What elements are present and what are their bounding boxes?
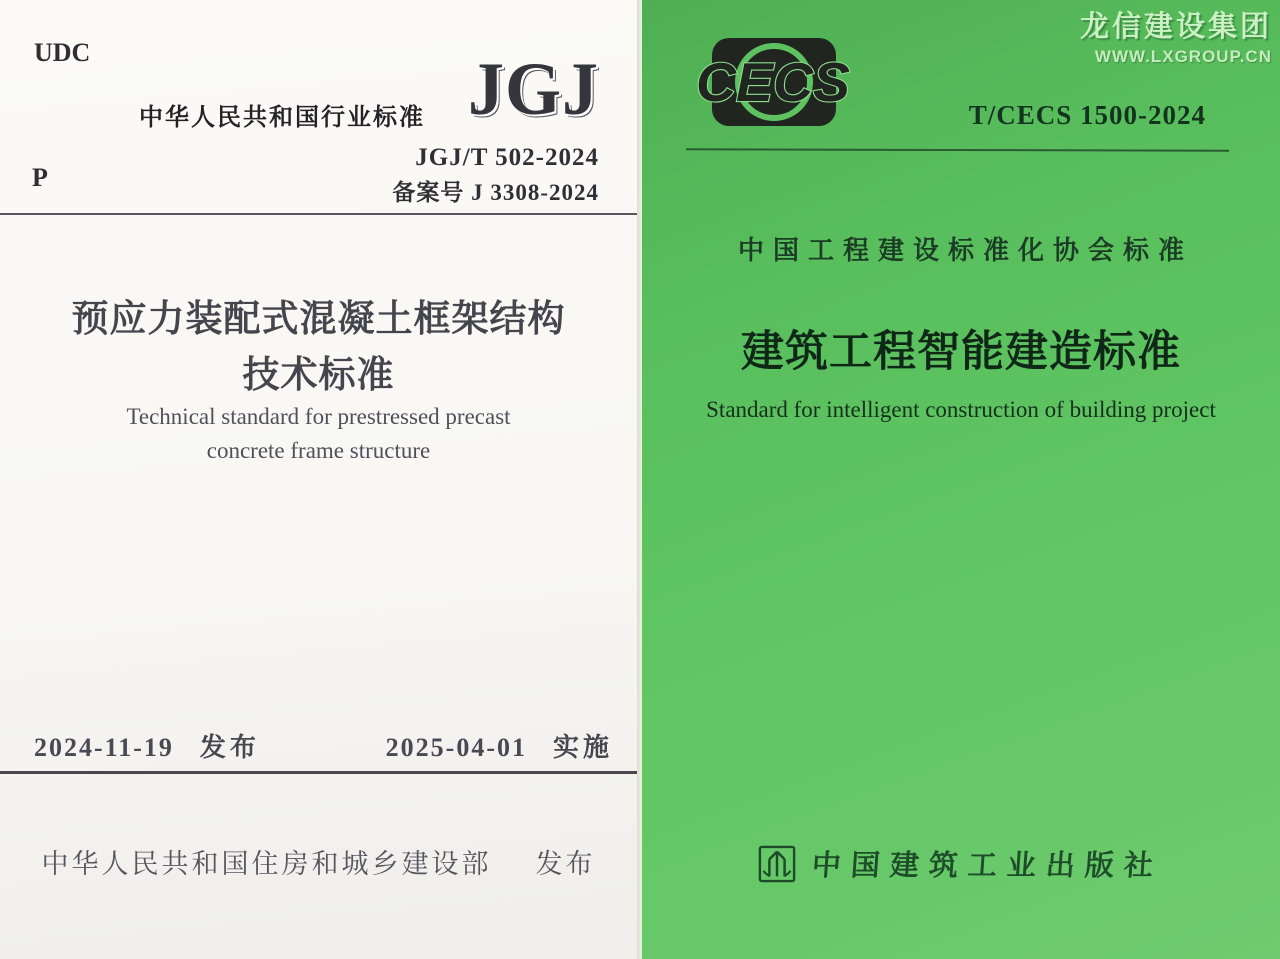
left-record-number: 备案号 J 3308-2024: [392, 180, 599, 205]
implement-date: 2025-04-01: [385, 733, 527, 762]
right-standard-type: 中国工程建设标准化协会标准: [737, 235, 1193, 265]
press-logo-icon: [758, 845, 796, 883]
left-publish-label: 发布: [535, 849, 596, 879]
left-publisher: 中华人民共和国住房和城乡建设部: [41, 849, 492, 879]
left-publisher-row: [0, 842, 637, 881]
left-title-en-line2: concrete frame structure: [206, 438, 431, 463]
left-standard-type: 中华人民共和国行业标准: [139, 104, 425, 131]
right-cover-page: [642, 0, 1280, 959]
watermark-url: WWW.LXGROUP.CN: [1094, 47, 1272, 66]
left-title-en-line1: Technical standard for prestressed precast: [126, 404, 511, 429]
issue-date: 2024-11-19: [34, 733, 174, 762]
right-title-zh: 建筑工程智能建造标准: [741, 328, 1181, 376]
left-title-zh-line1: 预应力装配式混凝土框架结构: [71, 299, 566, 340]
watermark-company: 龙信建设集团: [1079, 11, 1272, 43]
implement-label: 实施: [552, 733, 613, 762]
site-watermark: [1080, 4, 1272, 67]
left-title-en: [0, 400, 637, 468]
cecs-logo-icon: [692, 32, 854, 136]
press-row: [642, 843, 1280, 884]
jgj-logo: JGJ: [467, 47, 599, 131]
left-title-zh: [0, 292, 637, 404]
udc-label: UDC: [34, 38, 91, 67]
issue-label: 发布: [199, 733, 260, 762]
right-title-en: Standard for intelligent construction of building project: [706, 397, 1216, 422]
cecs-logo-text: CECS: [696, 51, 851, 113]
press-name: 中国建筑工业出版社: [811, 850, 1165, 882]
left-footer-rule: [0, 771, 637, 774]
right-standard-number: T/CECS 1500-2024: [968, 100, 1206, 130]
category-mark: P: [32, 163, 48, 192]
left-cover-page: [0, 0, 637, 959]
issue-date-row: [34, 727, 260, 764]
left-header-rule: [0, 213, 637, 215]
right-header-rule: [686, 148, 1229, 151]
left-standard-number: JGJ/T 502-2024: [415, 144, 599, 171]
left-title-zh-line2: 技术标准: [242, 355, 395, 396]
implement-date-row: [386, 727, 613, 764]
